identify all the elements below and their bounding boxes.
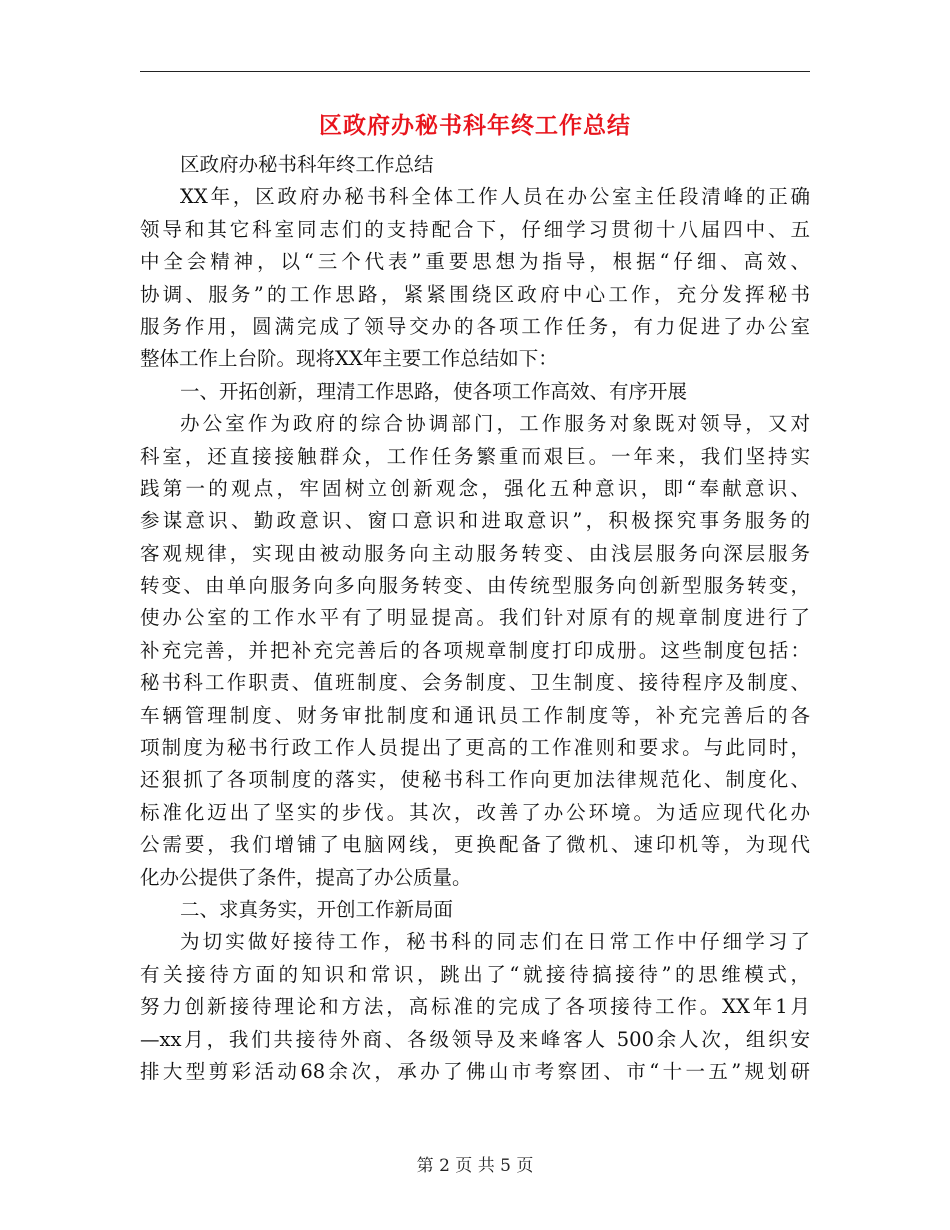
document-title: 区政府办秘书科年终工作总结 (319, 112, 631, 139)
paragraph-line: 中全会精神，以“三个代表”重要思想为指导，根据“仔细、高效、 (140, 250, 810, 274)
paragraph-line: 践第一的观点，牢固树立创新观念，强化五种意识，即“奉献意识、 (140, 476, 810, 500)
paragraph-line: 服务作用，圆满完成了领导交办的各项工作任务，有力促进了办公室 (140, 314, 810, 338)
paragraph-line: 领导和其它科室同志们的支持配合下，仔细学习贯彻十八届四中、五 (140, 217, 810, 241)
paragraph-line: 有关接待方面的知识和常识，跳出了“就接待搞接待”的思维模式， (140, 962, 810, 986)
paragraph-line: 参谋意识、勤政意识、窗口意识和进取意识”，积极探究事务服务的 (140, 509, 810, 533)
page-number-footer: 第 2 页 共 5 页 (416, 1156, 534, 1176)
paragraph-line: 补充完善，并把补充完善后的各项规章制度打印成册。这些制度包括： (140, 638, 810, 662)
paragraph-line: 为切实做好接待工作，秘书科的同志们在日常工作中仔细学习了 (180, 930, 810, 954)
paragraph-line: 办公室作为政府的综合协调部门，工作服务对象既对领导，又对 (180, 412, 810, 436)
paragraph-line: 排大型剪彩活动68余次，承办了佛山市考察团、市“十一五”规划研 (140, 1059, 810, 1083)
paragraph-line: 项制度为秘书行政工作人员提出了更高的工作准则和要求。与此同时， (140, 736, 810, 760)
paragraph-line: 公需要，我们增铺了电脑网线，更换配备了微机、速印机等，为现代 (140, 833, 810, 857)
paragraph-line: 车辆管理制度、财务审批制度和通讯员工作制度等，补充完善后的各 (140, 703, 810, 727)
paragraph-line: 整体工作上台阶。现将XX年主要工作总结如下： (140, 347, 558, 371)
document-body (140, 149, 810, 1088)
paragraph-line: 客观规律，实现由被动服务向主动服务转变、由浅层服务向深层服务 (140, 541, 810, 565)
header-rule (140, 71, 810, 72)
paragraph-line: XX年，区政府办秘书科全体工作人员在办公室主任段清峰的正确 (180, 185, 810, 209)
paragraph-line: 秘书科工作职责、值班制度、会务制度、卫生制度、接待程序及制度、 (140, 671, 810, 695)
paragraph-line: 还狠抓了各项制度的落实，使秘书科工作向更加法律规范化、制度化、 (140, 768, 810, 792)
subtitle-line: 区政府办秘书科年终工作总结 (180, 153, 434, 176)
paragraph-line: 转变、由单向服务向多向服务转变、由传统型服务向创新型服务转变， (140, 574, 810, 598)
section-heading: 一、开拓创新，理清工作思路，使各项工作高效、有序开展 (180, 379, 688, 403)
paragraph-line: 协调、服务”的工作思路，紧紧围绕区政府中心工作，充分发挥秘书 (140, 282, 810, 306)
paragraph-line: 化办公提供了条件，提高了办公质量。 (140, 865, 472, 889)
paragraph-line: 努力创新接待理论和方法，高标准的完成了各项接待工作。XX年1月 (140, 995, 810, 1019)
section-heading: 二、求真务实，开创工作新局面 (180, 897, 454, 921)
paragraph-line: —xx月，我们共接待外商、各级领导及来峰客人 500余人次，组织安 (140, 1027, 810, 1051)
paragraph-line: 标准化迈出了坚实的步伐。其次，改善了办公环境。为适应现代化办 (140, 800, 810, 824)
paragraph-line: 使办公室的工作水平有了明显提高。我们针对原有的规章制度进行了 (140, 606, 810, 630)
paragraph-line: 科室，还直接接触群众，工作任务繁重而艰巨。一年来，我们坚持实 (140, 444, 810, 468)
